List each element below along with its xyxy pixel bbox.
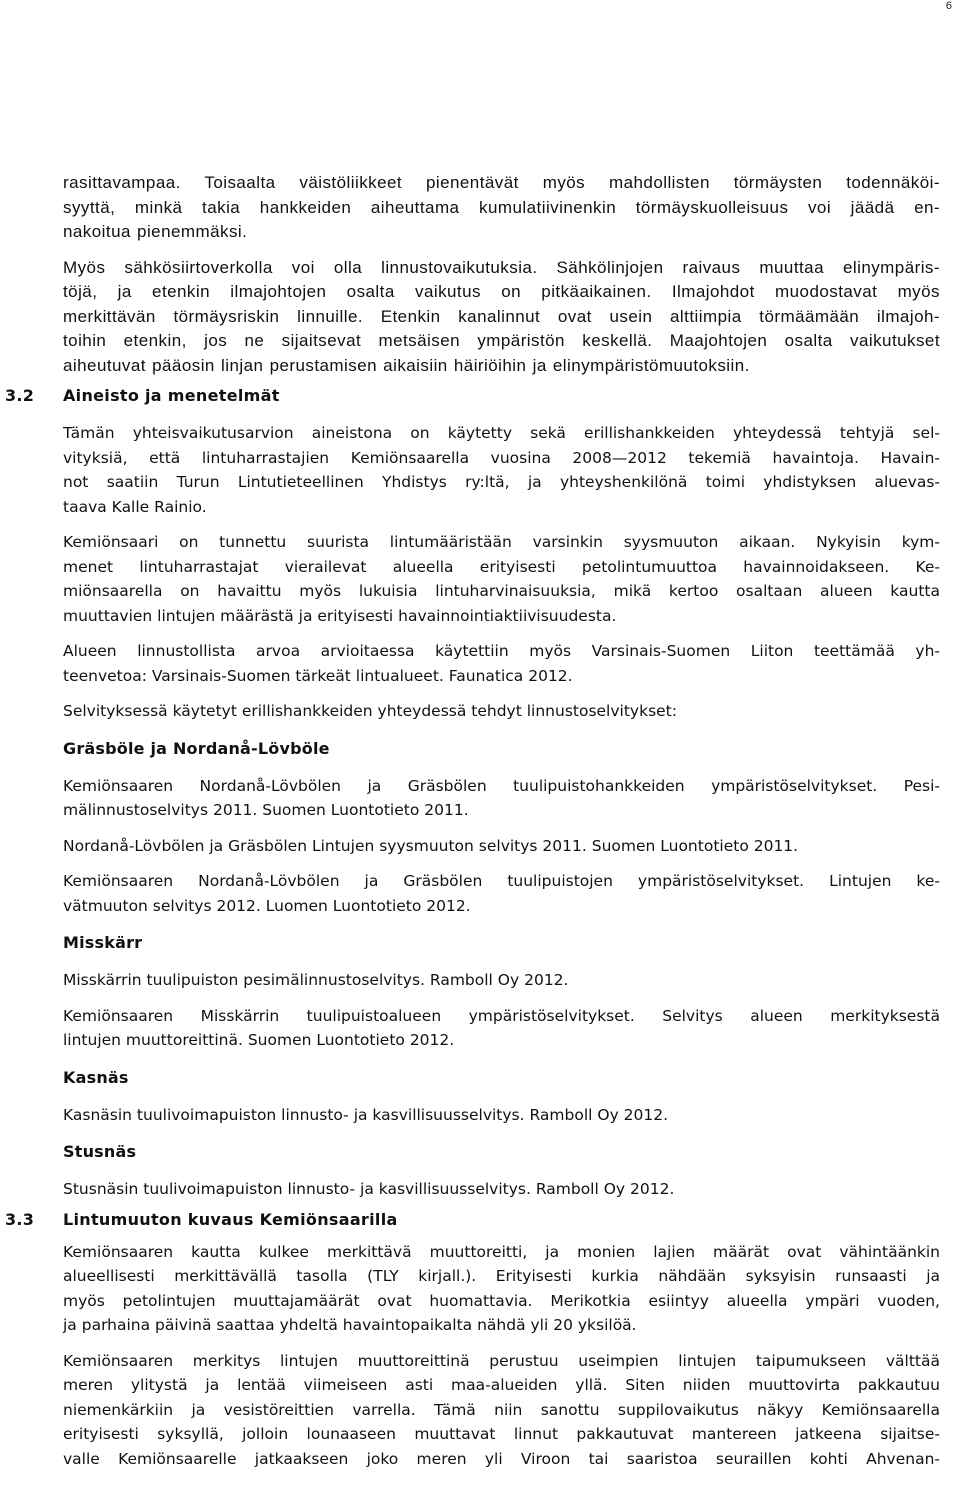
text-line: mälinnustoselvitys 2011. Suomen Luontotieto 2011.: [63, 801, 469, 819]
section-3-2-paragraph-4: [63, 699, 940, 724]
section-number: 3.2: [5, 386, 35, 405]
subheading-misskarr: Misskärr: [63, 933, 143, 952]
text-line: merkittävän törmäysriskin linnuille. Etenkin kanalinnut ovat usein alttiimpia törmäämään ilmajoh-: [63, 306, 940, 326]
text-line: Selvityksessä käytetyt erillishankkeiden yhteydessä tehdyt linnustoselvitykset:: [63, 702, 677, 720]
text-line: Kemiönsaaren merkitys lintujen muuttoreittinä perustuu useimpien lintujen taipumukseen välttää: [63, 1351, 940, 1370]
text-line: Nordanå-Lövbölen ja Gräsbölen Lintujen syysmuuton selvitys 2011. Suomen Luontotieto 2011.: [63, 836, 799, 855]
text-line: niemenkärkiin ja vesistöreittien varrella. Tämä niin sanottu suppilovaikutus näkyy Kemiönsaarella: [63, 1400, 940, 1419]
reference-item: [63, 834, 940, 859]
reference-item: [63, 968, 940, 993]
text-line: vityksiä, että lintuharrastajien Kemiönsaarella vuosina 2008—2012 tekemiä havaintoja. Havain-: [63, 448, 940, 467]
intro-paragraph-2: [63, 256, 940, 379]
text-line: Kemiönsaari on tunnettu suurista lintumääristään varsinkin syysmuuton aikaan. Nykyisin kym-: [63, 533, 940, 551]
section-title: Aineisto ja menetelmät: [63, 386, 280, 405]
text-line: rasittavampaa. Toisaalta väistöliikkeet pienentävät myös mahdollisten törmäysten todennäköi-: [63, 173, 940, 192]
text-line: toihin etenkin, jos ne sijaitsevat metsäisen ympäristön keskellä. Maajohtojen osalta vaikutukset: [63, 331, 940, 350]
text-line: Kemiönsaaren Nordanå-Lövbölen ja Gräsbölen tuulipuistohankkeiden ympäristöselvitykset. Pesi-: [63, 776, 940, 795]
text-line: valle Kemiönsaarelle jatkaakseen joko meren yli Viroon tai saaristoa seuraillen kohti Ahvenan-: [63, 1449, 940, 1468]
reference-item: [63, 869, 940, 918]
text-line: miönsaarella on havaittu myös lukuisia lintuharvinaisuuksia, mikä kertoo osaltaan alueen kautta: [63, 582, 940, 600]
text-line: muuttavien lintujen määrästä ja erityisesti havainnointiaktiivisuudesta.: [63, 606, 617, 625]
document-body: [5, 171, 940, 1471]
subheading-kasnas: Kasnäs: [63, 1067, 129, 1087]
section-3-2-paragraph-1: [63, 421, 940, 519]
intro-paragraph-1: [63, 171, 940, 245]
text-line: vätmuuton selvitys 2012. Luomen Luontotieto 2012.: [63, 896, 471, 915]
section-number: 3.3: [5, 1209, 35, 1229]
text-line: not saatiin Turun Lintutieteellinen Yhdistys ry:ltä, ja yhteyshenkilönä toimi yhdistyksen aluevas-: [63, 473, 940, 491]
text-line: Kemiönsaaren Nordanå-Lövbölen ja Gräsbölen tuulipuistojen ympäristöselvitykset. Lintujen ke-: [63, 872, 940, 890]
text-line: meren ylitystä ja lentää viimeiseen asti maa-alueiden yllä. Siten niiden muuttovirta pakkautuu: [63, 1376, 940, 1394]
text-line: aiheutuvat pääosin linjan perustamisen aikaisiin häiriöihin ja elinympäristömuutoksiin.: [63, 355, 750, 375]
text-line: Stusnäsin tuulivoimapuiston linnusto- ja kasvillisuusselvitys. Ramboll Oy 2012.: [63, 1180, 675, 1198]
text-line: teenvetoa: Varsinais-Suomen tärkeät lintualueet. Faunatica 2012.: [63, 666, 573, 685]
text-line: alueellisesti merkittävällä tasolla (TLY kirjall.). Erityisesti kurkia nähdään syksyisin runsaasti ja: [63, 1267, 940, 1285]
text-line: lintujen muuttoreittinä. Suomen Luontotieto 2012.: [63, 1031, 455, 1049]
section-heading-3-2: [5, 382, 940, 410]
page-number: 6: [945, 0, 952, 12]
section-3-2-paragraph-3: [63, 639, 940, 688]
text-line: Kemiönsaaren Misskärrin tuulipuistoalueen ympäristöselvitykset. Selvitys alueen merkityksestä: [63, 1006, 940, 1025]
text-line: myös petolintujen muuttajamäärät ovat huomattavia. Merikotkia esiintyy alueella ympäri vuoden,: [63, 1291, 940, 1310]
text-line: syyttä, minkä takia hankkeiden aiheuttama kumulatiivinenkin törmäyskuolleisuus voi jäädä en-: [63, 197, 940, 217]
text-line: nakoitua pienemmäksi.: [63, 222, 248, 241]
section-heading-3-3: [5, 1206, 940, 1234]
text-line: töjä, ja etenkin ilmajohtojen osalta vaikutus on pitkäaikainen. Ilmajohdot muodostavat myös: [63, 282, 940, 301]
reference-item: [63, 1177, 940, 1202]
reference-item: [63, 1004, 940, 1053]
text-line: Alueen linnustollista arvoa arvioitaessa käytettiin myös Varsinais-Suomen Liiton teettämää yh-: [63, 642, 940, 660]
text-line: menet lintuharrastajat vierailevat alueella erityisesti petolintumuuttoa havainnoidakseen. Ke-: [63, 557, 940, 576]
text-line: Kemiönsaaren kautta kulkee merkittävä muuttoreitti, ja monien lajien määrät ovat vähintäänkin: [63, 1242, 940, 1261]
text-line: Misskärrin tuulipuiston pesimälinnustoselvitys. Ramboll Oy 2012.: [63, 971, 569, 989]
text-line: Myös sähkösiirtoverkolla voi olla linnustovaikutuksia. Sähkölinjojen raivaus muuttaa elinympäris-: [63, 257, 940, 277]
text-line: taava Kalle Rainio.: [63, 497, 207, 516]
reference-item: [63, 1103, 940, 1128]
section-3-3-paragraph-2: [63, 1349, 940, 1472]
text-line: Kasnäsin tuulivoimapuiston linnusto- ja kasvillisuusselvitys. Ramboll Oy 2012.: [63, 1105, 669, 1124]
subheading-stusnas: Stusnäs: [63, 1142, 137, 1161]
subheading-grasbole: Gräsböle ja Nordanå-Lövböle: [63, 738, 330, 758]
section-3-3-paragraph-1: [63, 1240, 940, 1338]
text-line: erityisesti syksyllä, jolloin lounaaseen muuttavat linnut pakkautuvat mantereen jatkeena sijaitse-: [63, 1425, 940, 1443]
section-title: Lintumuuton kuvaus Kemiönsaarilla: [63, 1209, 398, 1229]
section-3-2-paragraph-2: [63, 530, 940, 628]
text-line: ja parhaina päivinä saattaa yhdeltä havaintopaikalta nähdä yli 20 yksilöä.: [63, 1316, 637, 1334]
reference-item: [63, 774, 940, 823]
text-line: Tämän yhteisvaikutusarvion aineistona on käytetty sekä erillishankkeiden yhteydessä tehtyjä sel-: [63, 424, 940, 442]
